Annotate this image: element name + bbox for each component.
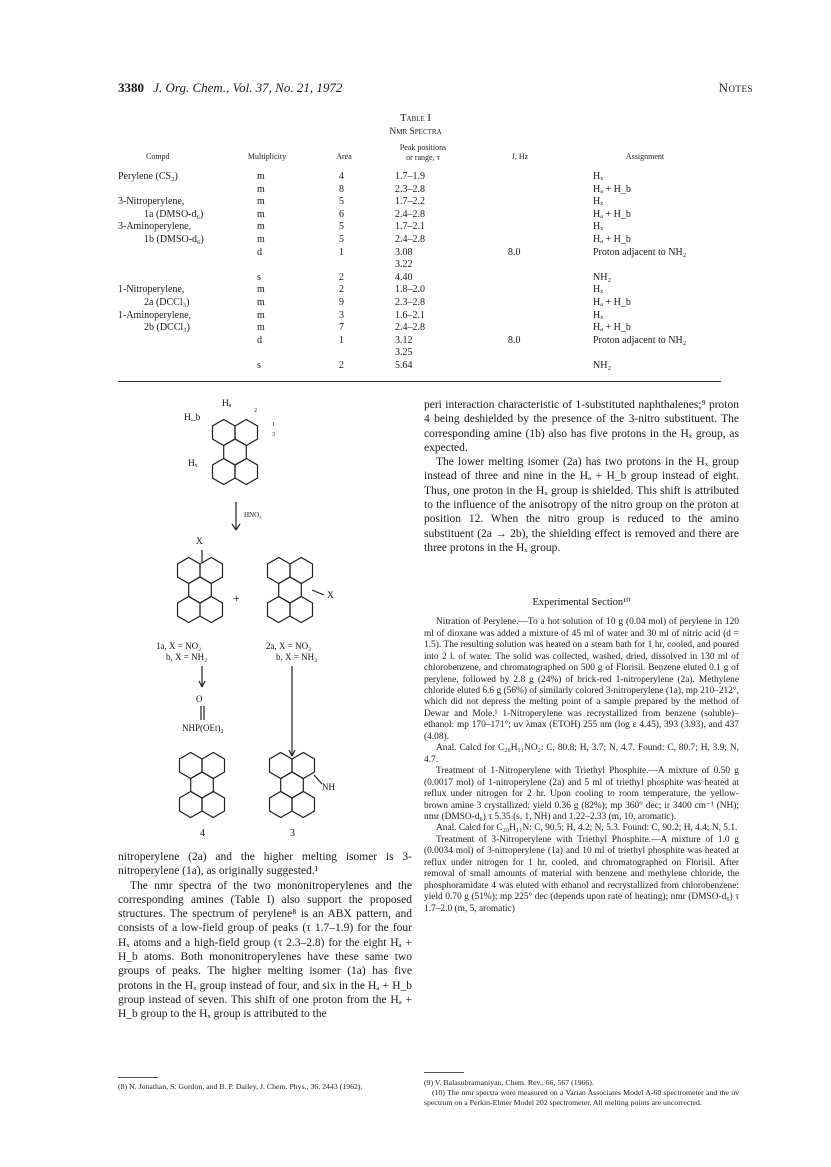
- table-cell-compd: 1b (DMSO-d₆): [144, 234, 204, 245]
- table-cell-area: 4: [339, 171, 344, 182]
- table-cell-compd: 2b (DCCl₃): [144, 322, 190, 334]
- table-row: [0, 360, 831, 373]
- table-cell-j: 8.0: [508, 246, 521, 258]
- table-cell-peak: 3.22: [395, 259, 413, 271]
- table-cell-peak: 2.3–2.8: [395, 297, 425, 308]
- table-header-compd: Compd: [146, 152, 170, 161]
- table-cell-peak: 2.4–2.8: [395, 208, 425, 220]
- benzene-ring: [224, 439, 247, 465]
- benzene-ring: [279, 577, 302, 603]
- table-cell-compd: 2a (DCCl₃): [144, 297, 190, 308]
- table-cell-peak: 1.7–2.2: [395, 196, 425, 208]
- table-cell-mult: m: [257, 171, 265, 182]
- table-cell-mult: m: [257, 284, 265, 296]
- section-label: Notes: [718, 80, 753, 95]
- table-cell-mult: m: [257, 309, 265, 321]
- table-cell-assign: Hₓ: [593, 221, 604, 233]
- table-cell-compd: 3-Nitroperylene,: [118, 196, 185, 208]
- table-row: [0, 209, 831, 222]
- table-cell-mult: m: [257, 196, 265, 208]
- oxygen-label: O: [196, 694, 203, 704]
- table-header-peak-line1: Peak positions: [399, 143, 447, 152]
- table-cell-peak: 4.40: [395, 271, 413, 283]
- reaction-scheme: [140, 390, 400, 850]
- benzene-ring: [191, 772, 214, 798]
- table-cell-assign: Hₓ: [593, 284, 604, 296]
- table-cell-area: 3: [339, 309, 344, 321]
- right-paragraph-2: The lower melting isomer (2a) has two protons in the Hₓ group instead of three and nine in the Hₐ + H_b group instead of eight. Thus, one proton in the Hₓ group is shielded. This shift is attributed to the influence of the anisotropy of the nitro group on the proton at position 12. When the nitro group is reduced to the amino substituent (2a → 2b), the shielding effect is removed and there are three protons in the Hₓ group.: [424, 456, 739, 554]
- left-footnote-rule: [118, 1077, 158, 1078]
- table-cell-peak: 1.7–2.1: [395, 221, 425, 233]
- running-header: [118, 80, 342, 96]
- table-cell-mult: d: [257, 334, 262, 346]
- table-cell-area: 9: [339, 297, 344, 308]
- table-bottom-rule: [118, 381, 721, 382]
- table-cell-assign: Hₐ + H_b: [593, 183, 631, 195]
- table-row: [0, 310, 831, 323]
- compound-3-label: 3: [290, 828, 295, 839]
- table-row: [0, 259, 831, 272]
- position-2: 2: [254, 408, 257, 414]
- phosphoramidate-label: NHP(OEt)₂: [182, 723, 224, 733]
- table-row: [0, 196, 831, 209]
- experimental-treatment-3: Treatment of 3-Nitroperylene with Triethyl Phosphite.—A mixture of 1.0 g (0.0034 mol) of 3-nitroperylene (1a) and 10 ml of triethyl phosphite was heated at reflux under nitrogen for 1 hr, cooled, and chromatographed on Florisil. After removal of small amounts of material with benzene and methylene chloride, the phosphoramidate 4 was eluted with ethanol and recrystallized from chlorobenzene: yield 0.70 g (51%); mp 225° dec (depends upon rate of heating); nmr (DMSO-d₆) τ 1.7–2.0 (m, 5, aromatic): [424, 834, 739, 914]
- table-cell-area: 5: [339, 234, 344, 245]
- table-cell-compd: 3-Aminoperylene,: [118, 221, 192, 233]
- left-column: [118, 850, 412, 1022]
- table-cell-area: 5: [339, 196, 344, 208]
- table-cell-assign: NH₂: [593, 271, 611, 283]
- table-cell-peak: 2.3–2.8: [395, 183, 425, 195]
- table-cell-mult: m: [257, 234, 265, 245]
- label-1a: 1a, X = NO₂: [156, 641, 202, 651]
- compound-4-label: 4: [200, 828, 205, 839]
- table-cell-peak: 2.4–2.8: [395, 234, 425, 245]
- table-cell-mult: s: [257, 271, 261, 283]
- benzene-ring: [281, 772, 304, 798]
- table-cell-peak: 3.25: [395, 347, 413, 359]
- substituent-x-left: X: [196, 537, 203, 547]
- experimental-anal-1: Anal. Calcd for C₂₀H₁₁NO₂: C, 80.8; H, 3.7; N, 4.7. Found: C, 80.7; H, 3.9; N, 4.7.: [424, 743, 739, 765]
- table-row: [0, 335, 831, 348]
- table-cell-assign: Hₓ: [593, 196, 604, 208]
- table-cell-mult: m: [257, 208, 265, 220]
- table-row: [0, 347, 831, 360]
- label-2b: b, X = NH₂: [276, 652, 318, 662]
- table-cell-compd: 1a (DMSO-d₆): [144, 208, 204, 220]
- table-cell-compd: 1-Nitroperylene,: [118, 284, 185, 296]
- table-cell-assign: NH₂: [593, 360, 611, 371]
- table-cell-mult: m: [257, 322, 265, 334]
- table-cell-peak: 1.8–2.0: [395, 284, 425, 296]
- table-row: [0, 284, 831, 297]
- table-row: [0, 322, 831, 335]
- table-cell-assign: Hₐ + H_b: [593, 208, 631, 220]
- position-3: 3: [272, 432, 275, 438]
- substituent-bond: [312, 590, 324, 595]
- table-cell-peak: 1.7–1.9: [395, 171, 425, 182]
- label-hx: Hₓ: [188, 459, 198, 469]
- label-2a: 2a, X = NO₂: [266, 641, 312, 651]
- table-row: [0, 171, 831, 184]
- table-subtitle: Nmr Spectra: [389, 127, 442, 137]
- left-paragraph-2: The nmr spectra of the two mononitroperylenes and the corresponding amines (Table I) also support the proposed structures. The spectrum of perylene⁸ is an ABX pattern, and consists of a low-field group of peaks (τ 1.7–1.9) for the four Hₓ atoms and a high-field group (τ 2.3–2.8) for the eight Hₐ + H_b atoms. Both mononitroperylenes have these same two groups of peaks. The higher melting isomer (1a) has five protons in the Hₓ group instead of four, and six in the Hₐ + H_b group instead of seven. This shift of one proton from the Hₐ + H_b group to the Hₓ group is attributed to the: [118, 879, 412, 1021]
- table-cell-area: 2: [339, 284, 344, 296]
- table-title: Table I: [400, 113, 431, 124]
- right-column: [424, 398, 739, 555]
- table-cell-j: 8.0: [508, 334, 521, 346]
- table-cell-compd: Perylene (CS₂): [118, 171, 178, 182]
- footnote-8: (8) N. Jonathan, S. Gordon, and B. P. Dailey, J. Chem. Phys., 36, 2443 (1962).: [118, 1082, 363, 1091]
- left-paragraph-1: nitroperylene (2a) and the higher melting isomer is 3-nitroperylene (1a), as originally suggested.¹: [118, 851, 412, 878]
- table-header-assignment: Assignment: [625, 152, 665, 161]
- table-cell-area: 1: [339, 246, 344, 258]
- table-cell-assign: Proton adjacent to NH₂: [593, 334, 687, 346]
- reaction-arrow-head: [236, 524, 240, 530]
- label-hb: H_b: [184, 413, 201, 423]
- table-row: [0, 247, 831, 260]
- experimental-nitration: Nitration of Perylene.—To a hot solution of 10 g (0.04 mol) of perylene in 120 ml of dioxane was added a mixture of 45 ml of water and 30 ml of nitric acid (d = 1.5). The resulting solution was heated on a steam bath for 1 hr, cooled, and poured into 2 l. of water. The solid was collected, washed, dried, dissolved in 130 ml of chlorobenzene, and chromatographed on 500 g of Florisil. Benzene eluted 0.1 g of perylene, followed by 2.8 g (24%) of brick-red 1-nitroperylene (2a). Methylene chloride eluted 6.6 g (56%) of similarly colored 3-nitroperylene (1a), mp 210–212°, which did not depress the melting point of a sample prepared by the method of Dewar and Mole.¹ 1-Nitroperylene was recrystallized from benzene (soluble)–ethanol: mp 170–171°; uv λmax (ETOH) 255 nm (log ε 4.45), 393 (3.93), and 437 (4.08).: [424, 617, 739, 742]
- table-cell-area: 5: [339, 221, 344, 233]
- table-row: [0, 297, 831, 310]
- table-cell-peak: 3.08: [395, 246, 413, 258]
- benzene-ring: [189, 577, 212, 603]
- right-footnote-rule: [424, 1072, 464, 1073]
- table-row: [0, 221, 831, 234]
- table-cell-peak: 2.4–2.8: [395, 322, 425, 334]
- nh-label: NH: [322, 782, 335, 792]
- table-cell-assign: Hₓ: [593, 309, 604, 321]
- table-header-j: J, Hz: [511, 152, 529, 161]
- position-1: 1: [272, 422, 275, 428]
- label-1b: b, X = NH₂: [166, 652, 208, 662]
- footnote-9: (9) V. Balasubramaniyan, Chem. Rev., 66, 567 (1966).: [424, 1078, 594, 1087]
- table-cell-peak: 5.64: [395, 360, 413, 371]
- table-cell-compd: 1-Aminoperylene,: [118, 309, 192, 321]
- ring-bond: [314, 775, 322, 784]
- reaction-arrow-head: [232, 524, 236, 530]
- table-cell-mult: m: [257, 183, 265, 195]
- table-cell-area: 7: [339, 322, 344, 334]
- table-cell-assign: Hₐ + H_b: [593, 322, 631, 334]
- table-header-peak: [378, 143, 468, 162]
- plus-sign: +: [233, 591, 240, 605]
- reagent-label: HNO₃: [244, 511, 262, 519]
- left-footnotes: [118, 1082, 412, 1092]
- table-cell-mult: m: [257, 221, 265, 233]
- experimental-section: [424, 596, 739, 915]
- table-cell-mult: s: [257, 360, 261, 371]
- table-cell-area: 8: [339, 183, 344, 195]
- experimental-anal-2: Anal. Calcd for C₂₀H₁₁N: C, 90.5; H, 4.2; N, 5.3. Found: C, 90.2; H, 4.4; N, 5.1.: [436, 823, 738, 834]
- table-row: [0, 184, 831, 197]
- table-cell-area: 2: [339, 360, 344, 371]
- substituent-x-right: X: [327, 591, 334, 601]
- table-cell-assign: Hₐ + H_b: [593, 297, 631, 308]
- right-footnotes: [424, 1078, 739, 1108]
- table-cell-mult: m: [257, 297, 265, 308]
- table-cell-area: 6: [339, 208, 344, 220]
- table-row: [0, 272, 831, 285]
- table-row: [0, 234, 831, 247]
- page-number: 3380: [118, 80, 144, 95]
- experimental-treatment-1: Treatment of 1-Nitroperylene with Triethyl Phosphite.—A mixture of 0.50 g (0.0017 mol) of 1-nitroperylene (2a) and 5 ml of triethyl phosphite was heated at reflux under nitrogen for 2 hr. Upon cooling to room temperature, the yellow-brown amine 3 crystallized: yield 0.36 g (82%); mp 360° dec; ir 3400 cm⁻¹ (NH); nmr (DMSO-d₆) τ 5.35 (s, 1, NH) and 1.22–2.33 (m, 10, aromatic).: [424, 766, 739, 822]
- table-cell-assign: Proton adjacent to NH₂: [593, 246, 687, 258]
- table-cell-mult: d: [257, 246, 262, 258]
- table-cell-assign: Hₐ + H_b: [593, 234, 631, 245]
- table-cell-assign: Hₓ: [593, 171, 604, 182]
- table-header-peak-line2: or range, τ: [406, 152, 440, 162]
- label-ha: Hₐ: [222, 399, 232, 409]
- table-cell-area: 1: [339, 334, 344, 346]
- table-cell-peak: 1.6–2.1: [395, 309, 425, 321]
- table-header-multiplicity: Multiplicity: [247, 152, 287, 161]
- table-header-area: Area: [336, 152, 352, 161]
- table-cell-peak: 3.12: [395, 334, 413, 346]
- journal-citation: J. Org. Chem., Vol. 37, No. 21, 1972: [153, 80, 343, 95]
- table-cell-area: 2: [339, 271, 344, 283]
- right-paragraph-1: peri interaction characteristic of 1-substituted naphthalenes;⁹ proton 4 being deshielded by the presence of the 3-nitro substituent. The corresponding amine (1b) also has five protons in the Hₓ group, as expected.: [424, 399, 739, 454]
- footnote-10: (10) The nmr spectra were measured on a Varian Associates Model A-60 spectrometer and the uv spectrum on a Perkin-Elmer Model 202 spectrometer. All melting points are uncorrected.: [424, 1088, 739, 1107]
- experimental-title: Experimental Section¹⁰: [532, 597, 631, 608]
